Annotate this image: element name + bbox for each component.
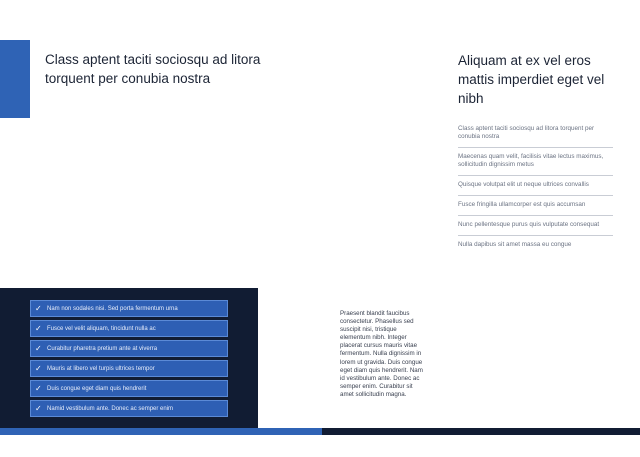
right-page-list bbox=[458, 125, 613, 260]
check-icon: ✓ bbox=[35, 304, 42, 313]
check-icon: ✓ bbox=[35, 324, 42, 333]
checklist-item bbox=[30, 360, 228, 377]
checklist-item bbox=[30, 340, 228, 357]
list-item: Class aptent taciti sociosqu ad litora torquent per conubia nostra bbox=[458, 125, 613, 148]
footer-bar-blue bbox=[0, 428, 322, 435]
check-icon: ✓ bbox=[35, 404, 42, 413]
list-item: Nunc pellentesque purus quis vulputate consequat bbox=[458, 221, 613, 236]
checklist-item bbox=[30, 400, 228, 417]
checklist-item-label: Nam non sodales nisi. Sed porta fermentum urna bbox=[47, 305, 178, 312]
checklist-item-label: Fusce vel velit aliquam, tincidunt nulla ac bbox=[47, 325, 156, 332]
right-page-heading: Aliquam at ex vel eros mattis imperdiet eget vel nibh bbox=[458, 53, 605, 106]
accent-bar bbox=[0, 40, 30, 118]
check-icon: ✓ bbox=[35, 384, 42, 393]
checklist-item-label: Duis congue eget diam quis hendrerit bbox=[47, 385, 147, 392]
list-item: Quisque volutpat elit ut neque ultrices convallis bbox=[458, 181, 613, 196]
list-item: Nulla dapibus sit amet massa eu congue bbox=[458, 241, 572, 248]
footer-bar-navy bbox=[322, 428, 640, 435]
left-page-heading: Class aptent taciti sociosqu ad litora torquent per conubia nostra bbox=[45, 52, 261, 86]
checklist-item-label: Mauris at libero vel turpis ultrices tempor bbox=[47, 365, 155, 372]
list-item: Maecenas quam velit, facilisis vitae lectus maximus, sollicitudin dignissim metus bbox=[458, 153, 613, 176]
checklist-item-label: Curabitur pharetra pretium ante at viverra bbox=[47, 345, 158, 352]
check-icon: ✓ bbox=[35, 344, 42, 353]
checklist-item-label: Namid vestibulum ante. Donec ac semper enim bbox=[47, 405, 174, 412]
checklist-item bbox=[30, 300, 228, 317]
list-item: Fusce fringilla ullamcorper est quis accumsan bbox=[458, 201, 613, 216]
checklist-item bbox=[30, 320, 228, 337]
body-text: Praesent blandit faucibus consectetur. Phasellus sed suscipit nisi, tristique elementum nibh. Integer placerat cursus mauris vitae fermentum. Nulla dignissim in lorem ut gravida. Duis congue eget diam quis hendrerit. Nam id vestibulum ante. Donec ac semper enim. Curabitur sit amet sollicitudin magna. bbox=[340, 310, 423, 398]
checklist-item bbox=[30, 380, 228, 397]
checklist bbox=[30, 300, 228, 420]
check-icon: ✓ bbox=[35, 364, 42, 373]
